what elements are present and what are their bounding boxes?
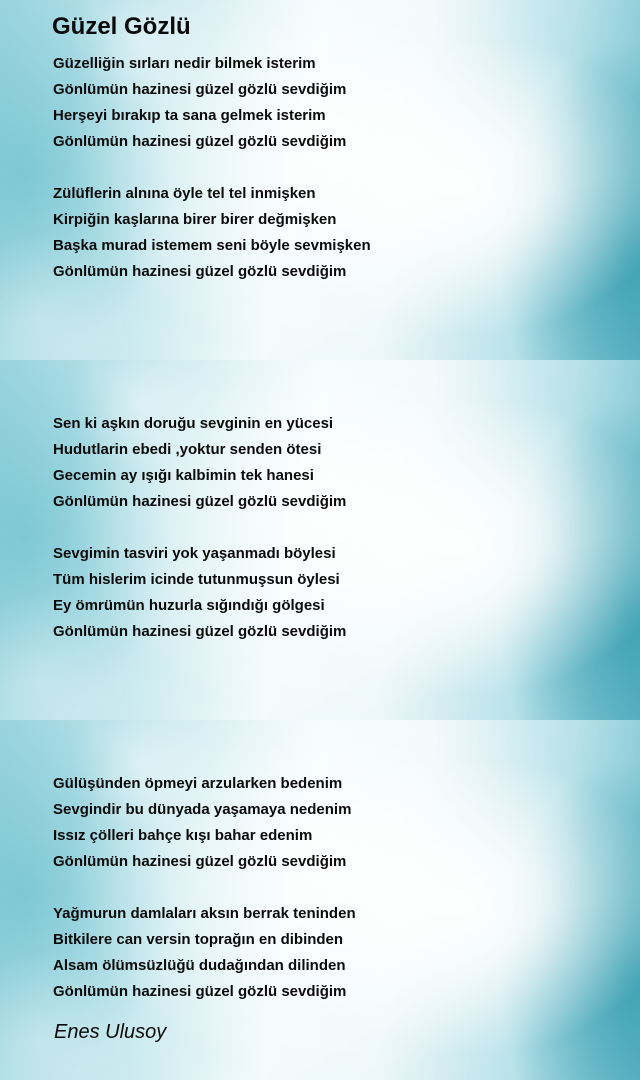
poem-line: Kirpiğin kaşlarına birer birer değmişken bbox=[53, 211, 337, 228]
poem-line: Sevgindir bu dünyada yaşamaya nedenim bbox=[53, 801, 352, 818]
poem-line: Güzelliğin sırları nedir bilmek isterim bbox=[53, 55, 316, 72]
stanza-4 bbox=[53, 541, 346, 645]
poem-line: Başka murad istemem seni böyle sevmişken bbox=[53, 237, 371, 254]
poem-line: Gönlümün hazinesi güzel gözlü sevdiğim bbox=[53, 983, 347, 1000]
poem-line: Gönlümün hazinesi güzel gözlü sevdiğim bbox=[53, 81, 347, 98]
poem-line: Yağmurun damlaları aksın berrak teninden bbox=[53, 905, 356, 922]
stanza-6 bbox=[53, 901, 356, 1005]
poem-line: Gülüşünden öpmeyi arzularken bedenim bbox=[53, 775, 343, 792]
poem-line: Bitkilere can versin toprağın en dibinden bbox=[53, 931, 344, 948]
stanza-2 bbox=[53, 181, 371, 285]
poem-panel-1 bbox=[0, 0, 640, 360]
poem-line: Ey ömrümün huzurla sığındığı gölgesi bbox=[53, 597, 325, 614]
poem-line: Zülüflerin alnına öyle tel tel inmişken bbox=[53, 185, 316, 202]
poem-line: Gönlümün hazinesi güzel gözlü sevdiğim bbox=[53, 133, 347, 150]
poem-line: Alsam ölümsüzlüğü dudağından dilinden bbox=[53, 957, 346, 974]
poem-line: Sen ki aşkın doruğu sevginin en yücesi bbox=[53, 415, 334, 432]
poem-line: Gönlümün hazinesi güzel gözlü sevdiğim bbox=[53, 853, 347, 870]
poem-line: Tüm hislerim icinde tutunmuşsun öylesi bbox=[53, 571, 340, 588]
poem-line: Gönlümün hazinesi güzel gözlü sevdiğim bbox=[53, 263, 347, 280]
poem-line: Herşeyi bırakıp ta sana gelmek isterim bbox=[53, 107, 326, 124]
poem-author: Enes Ulusoy bbox=[54, 1021, 167, 1043]
stanza-5 bbox=[53, 771, 351, 875]
poem-line: Gecemin ay ışığı kalbimin tek hanesi bbox=[53, 467, 314, 484]
poem-title: Güzel Gözlü bbox=[52, 13, 191, 40]
stanza-3 bbox=[53, 411, 346, 515]
poem-line: Issız çölleri bahçe kışı bahar edenim bbox=[53, 827, 313, 844]
poem-line: Gönlümün hazinesi güzel gözlü sevdiğim bbox=[53, 493, 347, 510]
poem-panel-2 bbox=[0, 360, 640, 720]
poem-line: Sevgimin tasviri yok yaşanmadı böylesi bbox=[53, 545, 336, 562]
stanza-1 bbox=[53, 51, 346, 155]
poem-line: Gönlümün hazinesi güzel gözlü sevdiğim bbox=[53, 623, 347, 640]
poem-panel-3 bbox=[0, 720, 640, 1080]
poem-line: Hudutlarin ebedi ,yoktur senden ötesi bbox=[53, 441, 322, 458]
